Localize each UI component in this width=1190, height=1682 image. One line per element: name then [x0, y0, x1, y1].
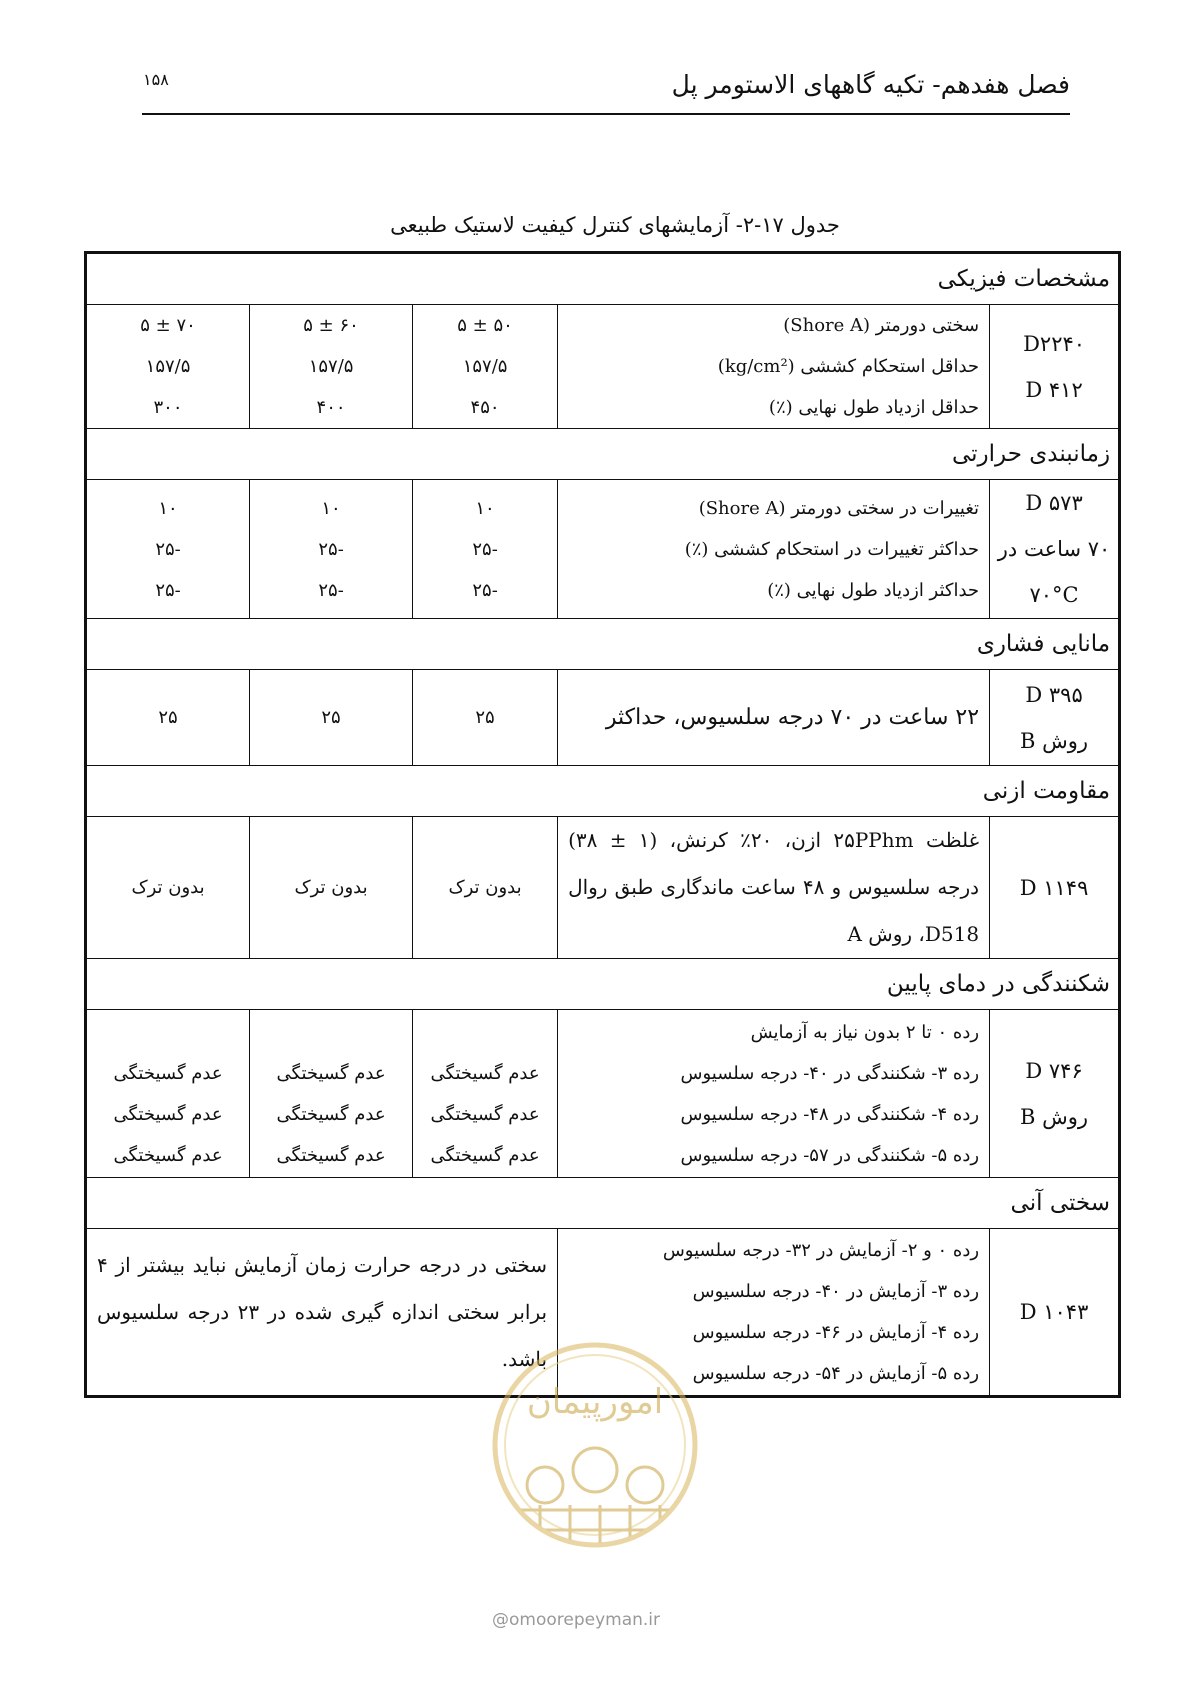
value: عدم گسیختگی	[276, 1144, 386, 1166]
description-line: رده ۴- شکنندگی در ۴۸- درجه سلسیوس	[680, 1103, 980, 1125]
value: ۱۵۷/۵	[462, 356, 508, 377]
section-title-row	[86, 619, 1120, 670]
standard-code: D ۱۰۴۳	[1019, 1300, 1089, 1324]
standard-code: D ۵۷۳	[1025, 491, 1083, 515]
description-line: حداکثر ازدیاد طول نهایی (٪)	[767, 579, 980, 601]
value: ۱۵۷/۵	[308, 356, 354, 377]
standard-cell	[990, 1010, 1120, 1178]
standard-code: ۷۰°C	[1029, 583, 1079, 607]
value: عدم گسیختگی	[430, 1144, 540, 1166]
standard-code: روش B	[1020, 728, 1089, 753]
standard-code: D ۳۹۵	[1025, 682, 1083, 707]
standard-code: D۲۲۴۰	[1023, 331, 1086, 356]
rubber-spec-table	[84, 251, 1121, 1398]
section-title: سختی آنی	[86, 1178, 1120, 1229]
value: ۳۰۰	[153, 397, 183, 418]
description-line: رده ۴- آزمایش در ۴۶- درجه سلسیوس	[692, 1322, 980, 1343]
description-cell	[558, 670, 990, 766]
description-line: حداقل استحکام کششی (kg/cm²)	[717, 356, 980, 377]
value: عدم گسیختگی	[430, 1062, 540, 1084]
value: ۱۵۷/۵	[145, 356, 191, 377]
value: -۲۵	[472, 538, 498, 560]
table-row	[86, 670, 1120, 766]
section-title: زمانبندی حرارتی	[86, 429, 1120, 480]
section-title-row	[86, 959, 1120, 1010]
value-cell	[413, 305, 558, 429]
value: عدم گسیختگی	[430, 1103, 540, 1125]
merged-value-paragraph: سختی در درجه حرارت زمان آزمایش نباید بیشتر از ۴ برابر سختی اندازه گیری شده در ۲۳ درجه سلسیوس باشد.	[97, 1252, 548, 1371]
value-cell: بدون ترک	[86, 817, 250, 959]
value: ۴۰۰	[316, 397, 346, 418]
standard-code: روش B	[1020, 1104, 1089, 1129]
value: -۲۵	[155, 538, 181, 560]
description-cell	[558, 305, 990, 429]
description-line: رده ۳- آزمایش در ۴۰- درجه سلسیوس	[692, 1281, 980, 1302]
value-cell: ۲۵	[413, 670, 558, 766]
value: ۶۰ ± ۵	[303, 315, 359, 336]
description-line: ۲۲ ساعت در ۷۰ درجه سلسیوس، حداکثر	[605, 704, 980, 730]
description-line: رده ۰ تا ۲ بدون نیاز به آزمایش	[750, 1021, 980, 1043]
value-cell: بدون ترک	[250, 817, 413, 959]
table-row	[86, 817, 1120, 959]
description-line: حداقل ازدیاد طول نهایی (٪)	[768, 397, 980, 418]
section-title: شکنندگی در دمای پایین	[86, 959, 1120, 1010]
header-rule	[142, 113, 1070, 115]
description-line: رده ۵- آزمایش در ۵۴- درجه سلسیوس	[692, 1363, 980, 1384]
description-line: تغییرات در سختی دورمتر (Shore A)	[698, 497, 980, 519]
description-cell	[558, 1010, 990, 1178]
standard-code: D ۷۴۶	[1025, 1058, 1083, 1083]
value	[250, 1012, 412, 1053]
value-cell: ۲۵	[250, 670, 413, 766]
value: -۲۵	[155, 579, 181, 601]
value-cell	[250, 480, 413, 619]
watermark-url: @omoorepeyman.ir	[492, 1610, 661, 1630]
value	[413, 1012, 557, 1053]
page-number: ۱۵۸	[143, 70, 169, 89]
section-title-row	[86, 429, 1120, 480]
table-caption: جدول ۱۷-۲- آزمایشهای کنترل کیفیت لاستیک طبیعی	[390, 213, 840, 237]
value-cell	[86, 480, 250, 619]
description-line: حداکثر تغییرات در استحکام کششی (٪)	[684, 538, 980, 560]
standard-code: D ۱۱۴۹	[1019, 875, 1089, 900]
table-row	[86, 480, 1120, 619]
value	[87, 1012, 249, 1053]
value: عدم گسیختگی	[113, 1062, 223, 1084]
standard-cell	[990, 1229, 1120, 1397]
description-line: سختی دورمتر (Shore A)	[783, 315, 980, 336]
value: ۱۰	[321, 497, 341, 519]
table-row	[86, 1010, 1120, 1178]
section-title: مانایی فشاری	[86, 619, 1120, 670]
watermark-logo	[480, 1335, 710, 1595]
value: ۱۰	[158, 497, 178, 519]
section-title-row	[86, 253, 1120, 305]
value: ۵۰ ± ۵	[457, 315, 513, 336]
value-cell	[413, 480, 558, 619]
section-title: مقاومت ازنی	[86, 766, 1120, 817]
standard-cell	[990, 305, 1120, 429]
value: ۴۵۰	[470, 397, 500, 418]
description-cell	[558, 817, 990, 959]
description-paragraph: غلظت ۲۵PPhm ازن، ۲۰٪ کرنش، (۱ ± ۳۸) درجه سلسیوس و ۴۸ ساعت ماندگاری طبق روال D518، روش A	[568, 828, 980, 946]
standard-cell	[990, 817, 1120, 959]
watermark-logo-text: امورپیمان	[526, 1382, 664, 1422]
description-line: رده ۳- شکنندگی در ۴۰- درجه سلسیوس	[680, 1062, 980, 1084]
value: عدم گسیختگی	[276, 1103, 386, 1125]
value-cell	[413, 1010, 558, 1178]
standard-cell	[990, 480, 1120, 619]
value-cell	[250, 1010, 413, 1178]
chapter-title: فصل هفدهم- تکیه گاههای الاستومر پل	[671, 70, 1070, 99]
value-cell	[86, 1010, 250, 1178]
value: ۷۰ ± ۵	[140, 315, 196, 336]
section-title-row	[86, 1178, 1120, 1229]
value: -۲۵	[318, 538, 344, 560]
section-title-row	[86, 766, 1120, 817]
value: -۲۵	[472, 579, 498, 601]
standard-code: D ۴۱۲	[1025, 377, 1083, 402]
value: عدم گسیختگی	[113, 1144, 223, 1166]
value-cell	[250, 305, 413, 429]
description-line: رده ۵- شکنندگی در ۵۷- درجه سلسیوس	[680, 1144, 980, 1166]
value-cell: ۲۵	[86, 670, 250, 766]
standard-code: ۷۰ ساعت در	[997, 537, 1111, 561]
value-cell: بدون ترک	[413, 817, 558, 959]
value-cell	[86, 305, 250, 429]
description-line: رده ۰ و ۲- آزمایش در ۳۲- درجه سلسیوس	[662, 1240, 980, 1261]
value: عدم گسیختگی	[113, 1103, 223, 1125]
description-cell	[558, 480, 990, 619]
standard-cell	[990, 670, 1120, 766]
table-row	[86, 305, 1120, 429]
value: -۲۵	[318, 579, 344, 601]
value: ۱۰	[475, 497, 495, 519]
value: عدم گسیختگی	[276, 1062, 386, 1084]
section-title: مشخصات فیزیکی	[86, 253, 1120, 305]
